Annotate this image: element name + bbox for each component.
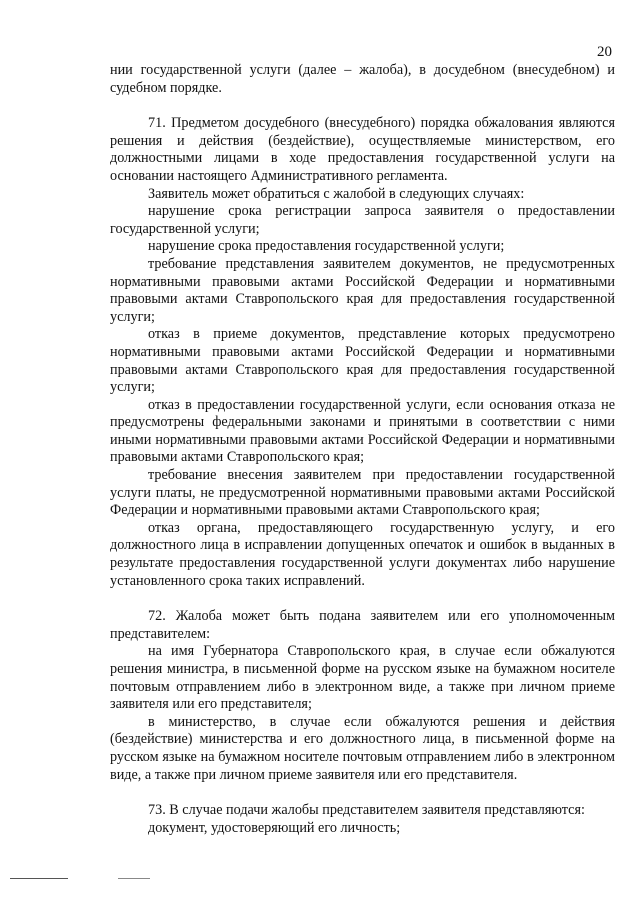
paragraph-71: 71. Предметом досудебного (внесудебного) порядка обжалования являются решения и действия (бездействие), осуществляемые министерством, его должностными лицами в ходе предоставления государственной услуги на основании настоящего Административного регламента. (110, 115, 615, 184)
page-number: 20 (597, 44, 612, 60)
list-item-identity-document: документ, удостоверяющий его личность; (148, 819, 401, 836)
list-item-service-deadline: нарушение срока предоставления государственной услуги; (148, 238, 505, 255)
paragraph-73: 73. В случае подачи жалобы представителем заявителя представляются: (148, 802, 585, 819)
document-body (110, 62, 615, 837)
list-item-ministry: в министерство, в случае если обжалуются решения и действия (бездействие) министерства и его должностного лица, в письменной форме на русском языке на бумажном носителе почтовым отправлением либо в электронном виде, а также при личном приеме заявителя или его представителя. (110, 713, 615, 783)
paragraph-72: 72. Жалоба может быть подана заявителем или его уполномоченным представителем: (110, 608, 615, 642)
list-item-registration-deadline: нарушение срока регистрации запроса заявителя о предоставлении государственной услуги; (110, 203, 615, 237)
list-item-service-refusal: отказ в предоставлении государственной услуги, если основания отказа не предусмотрены федеральными законами и принятыми в соответствии с ними иными нормативными правовыми актами Российской Федерации и нормативными правовыми актами Ставропольского края; (110, 396, 615, 466)
paragraph-continuation: нии государственной услуги (далее – жалоба), в досудебном (внесудебном) и судебном порядке. (110, 62, 615, 96)
list-item-correction-refusal: отказ органа, предоставляющего государственную услугу, и его должностного лица в исправлении допущенных опечаток и ошибок в выданных в результате предоставления государственной услуги документах либо нарушение установленного срока таких исправлений. (110, 519, 615, 589)
footer-line (10, 878, 68, 879)
list-item-document-refusal: отказ в приеме документов, представление которых предусмотрено нормативными правовыми актами Российской Федерации и нормативными правовыми актами Ставропольского края для предоставления государственной услуги; (110, 326, 615, 396)
list-item-governor: на имя Губернатора Ставропольского края, в случае если обжалуются решения министра, в письменной форме на русском языке на бумажном носителе почтовым отправлением либо в электронном виде, а также при личном приеме заявителя или его представителя; (110, 643, 615, 713)
list-item-extra-documents: требование представления заявителем документов, не предусмотренных нормативными правовыми актами Российской Федерации и нормативными правовыми актами Ставропольского края для предоставления государственной услуги; (110, 255, 615, 325)
footer-mark (118, 878, 150, 879)
list-item-fee-demand: требование внесения заявителем при предоставлении государственной услуги платы, не предусмотренной нормативными правовыми актами Российской Федерации и нормативными правовыми актами Ставропольского края; (110, 467, 615, 519)
paragraph-cases-intro: Заявитель может обратиться с жалобой в следующих случаях: (148, 185, 525, 202)
